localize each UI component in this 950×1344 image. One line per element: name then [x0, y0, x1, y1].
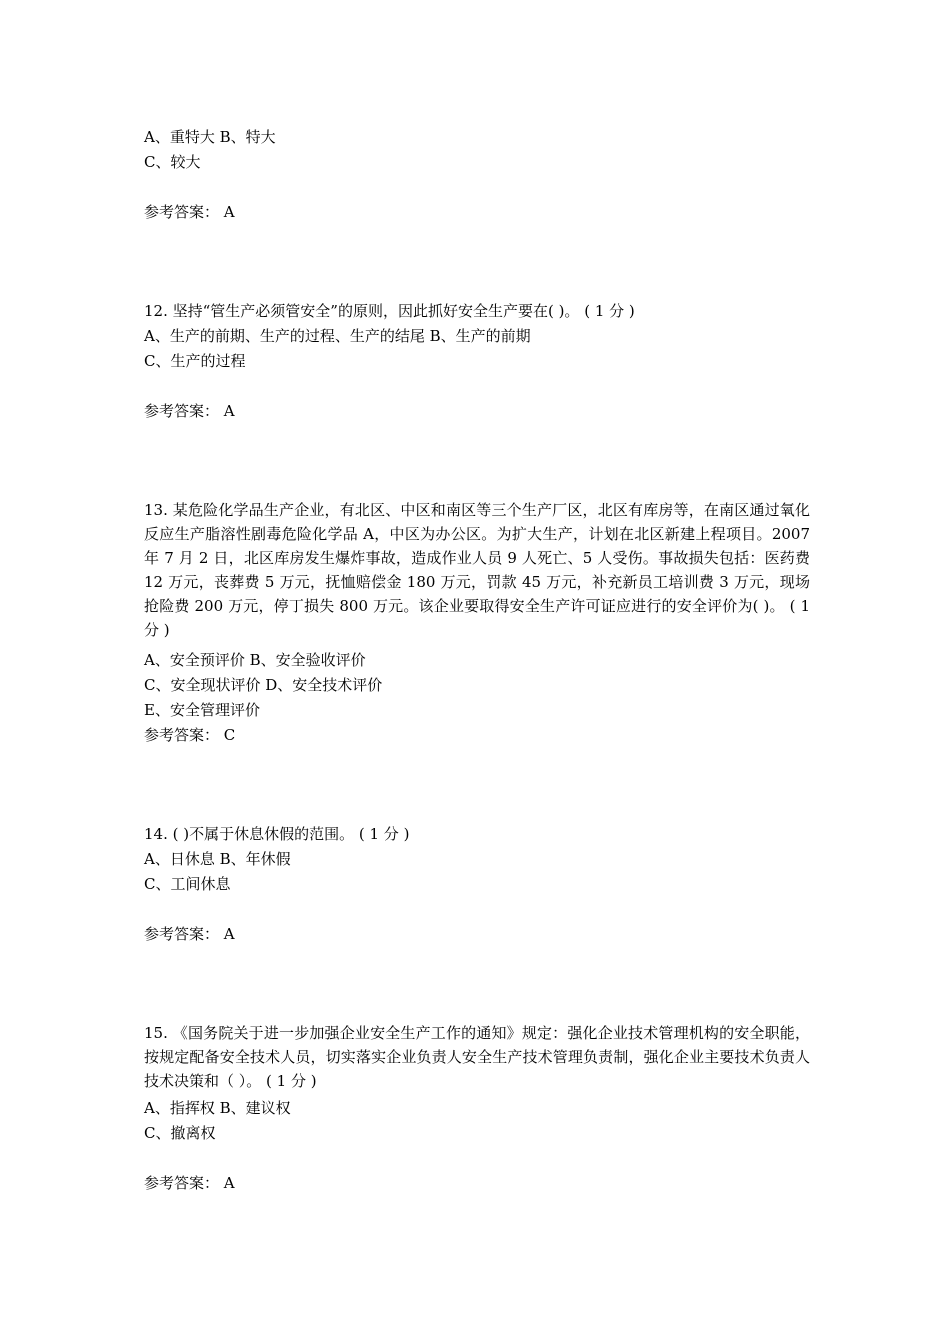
q13-answer: 参考答案： C — [144, 726, 236, 744]
q14-option-c: C、工间休息 — [144, 875, 231, 893]
q12-answer: 参考答案： A — [144, 402, 235, 420]
q13-option-cd: C、安全现状评价 D、安全技术评价 — [144, 676, 383, 694]
q12-option-ab: A、生产的前期、生产的过程、生产的结尾 B、生产的前期 — [144, 327, 531, 345]
q11-answer: 参考答案： A — [144, 203, 235, 221]
q12-question: 12. 坚持“管生产必须管安全”的原则，因此抓好安全生产要在( )。 ( 1 分 ) — [144, 302, 635, 320]
q14-answer: 参考答案： A — [144, 925, 235, 943]
q15-question: 15. 《国务院关于进一步加强企业安全生产工作的通知》规定：强化企业技术管理机构的安全职能，按规定配备安全技术人员，切实落实企业负责人安全生产技术管理负责制，强化企业主要技术负责人技术决策和（ ）。 ( 1 分 ) — [144, 1024, 810, 1090]
q13-option-ab: A、安全预评价 B、安全验收评价 — [144, 651, 366, 669]
q15-answer: 参考答案： A — [144, 1174, 235, 1192]
q15-option-c: C、撤离权 — [144, 1124, 216, 1142]
q12-option-c: C、生产的过程 — [144, 352, 246, 370]
q15-option-ab: A、指挥权 B、建议权 — [144, 1099, 291, 1117]
q13-option-e: E、安全管理评价 — [144, 701, 260, 719]
q14-option-ab: A、日休息 B、年休假 — [144, 850, 291, 868]
q11-option-c: C、较大 — [144, 153, 201, 171]
q11-option-ab: A、重特大 B、特大 — [144, 128, 276, 146]
q13-question: 13. 某危险化学品生产企业，有北区、中区和南区等三个生产厂区，北区有库房等，在南区通过氧化反应生产脂溶性剧毒危险化学品 A，中区为办公区。为扩大生产，计划在北区新建上程项目。2007 年 7 月 2 日，北区库房发生爆炸事故，造成作业人员 9 人死亡、5 人受伤。事故损失包括：医药费 12 万元，丧葬费 5 万元，抚恤赔偿金 180 万元，罚款 45 万元，补充新员工培训费 3 万元，现场抢险费 200 万元，停丁损失 800 万元。该企业要取得安全生产许可证应进行的安全评价为( )。 ( 1 分 ) — [144, 501, 810, 639]
q14-question: 14. ( )不属于休息休假的范围。 ( 1 分 ) — [144, 825, 410, 843]
